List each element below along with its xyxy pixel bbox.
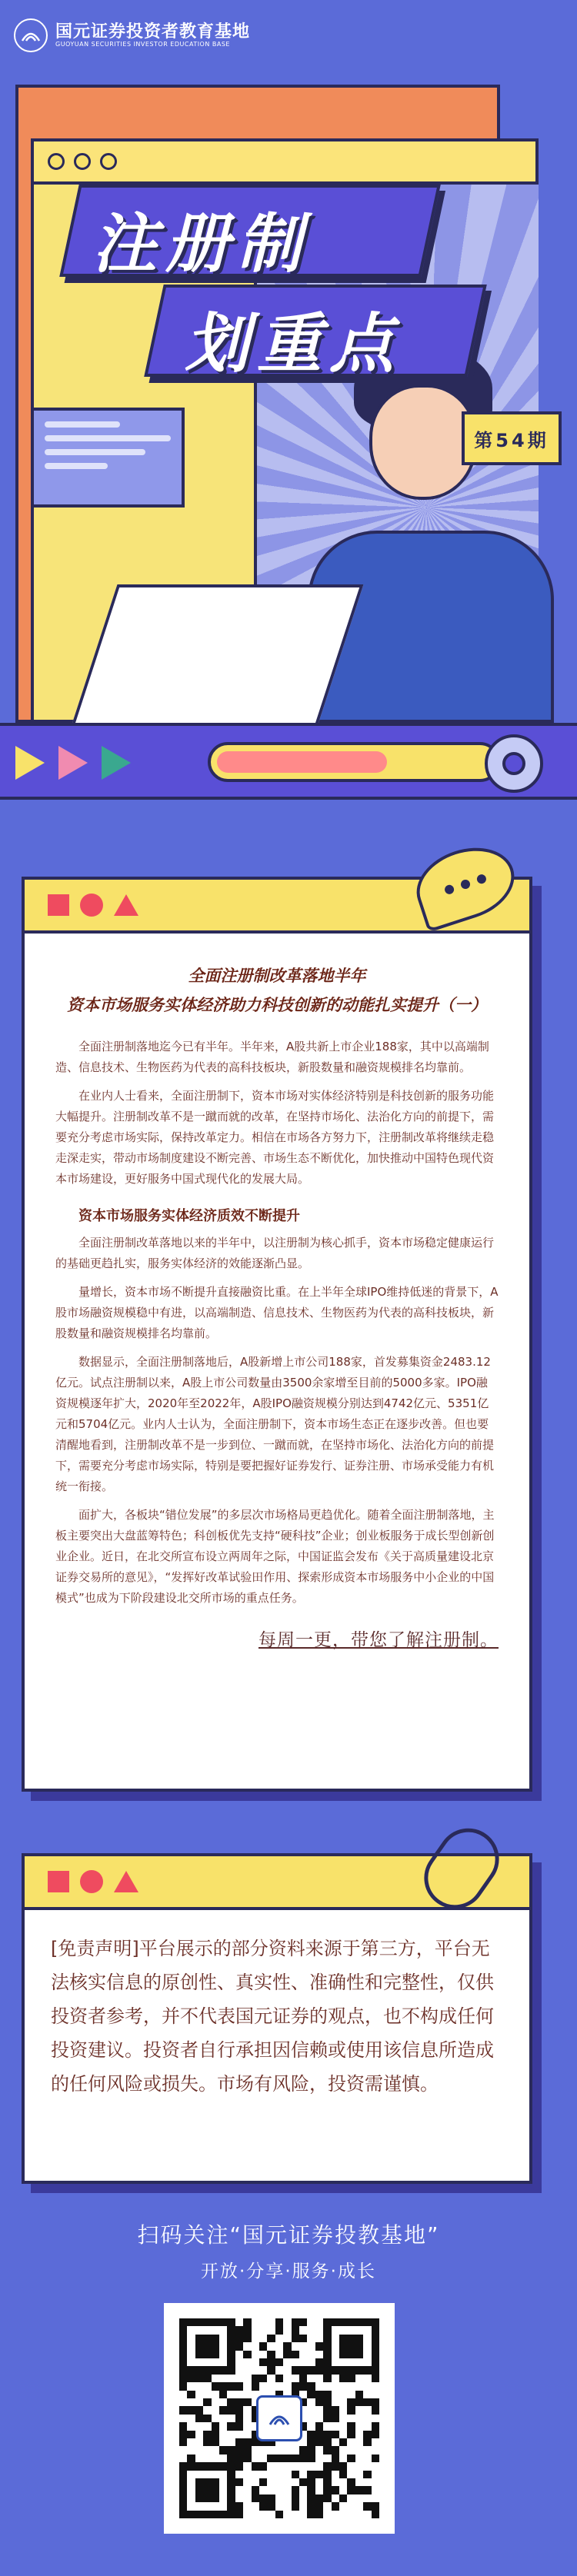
laptop-illustration [68, 584, 364, 738]
progress-fill [217, 751, 387, 773]
triangle-icon [114, 1871, 138, 1892]
article-paragraph: 全面注册制改革落地以来的半年中，以注册制为核心抓手，资本市场稳定健康运行的基础更趋扎实，服务实体经济的效能逐渐凸显。 [55, 1236, 495, 1270]
hero-title-line2: 划重点 [185, 306, 402, 381]
play-icon [102, 746, 131, 780]
hero-title-line1: 注册制 [92, 206, 310, 281]
article-body [25, 934, 529, 1651]
window-dot-icon [100, 153, 117, 170]
article-paragraph: 数据显示，全面注册制落地后，A股新增上市公司188家，首发募集资金2483.12亿元。试点注册制以来，A股上市公司数量由3500余家增至目前的5000多家。IPO融资规模逐年扩大，2020年至2022年，A股IPO融资规模分别达到4742亿元、5351亿元和5704亿元。业内人士认为，全面注册制下，资本市场生态正在逐步改善。但也要清醒地看到，注册制改革不是一步到位、一蹴而就，在坚持市场化、法治化方向的前提下，需要充分考虑市场实际，特别是要把握好证券发行、证券注册、市场承受能力有机统一衔接。 [55, 1355, 495, 1493]
article-subheading: 资本市场服务实体经济质效不断提升 [78, 1208, 300, 1224]
play-icon [58, 746, 88, 780]
browser-card-illustration [31, 408, 185, 508]
window-dot-icon [48, 153, 65, 170]
window-dot-icon [74, 153, 91, 170]
play-icons [15, 746, 131, 780]
article-paragraph: 量增长，资本市场不断提升直接融资比重。在上半年全球IPO维持低迷的背景下，A股市场融资规模稳中有进，以高端制造、信息技术、生物医药为代表的高科技板块，新股数量和融资规模排名均靠前。 [55, 1285, 499, 1340]
hero-window-bar [31, 138, 539, 185]
progress-bar [208, 742, 500, 782]
article-card [22, 877, 532, 1792]
square-icon [48, 1871, 69, 1892]
qr-code[interactable] [164, 2303, 395, 2534]
disclaimer-text: [免责声明]平台展示的部分资料来源于第三方，平台无法核实信息的原创性、真实性、准确性和完整性，仅供投资者参考，并不代表国元证券的观点，也不构成任何投资建议。投资者自行承担因信赖或使用该信息所造成的任何风险或损失。市场有风险，投资需谨慎。 [51, 1938, 494, 2095]
scan-follow-title: 扫码关注“国元证券投教基地” [137, 2222, 440, 2248]
circle-icon [80, 894, 103, 917]
play-icon [15, 746, 45, 780]
circle-icon [80, 1870, 103, 1893]
triangle-icon [114, 894, 138, 916]
issue-number-badge: 第54期 [462, 411, 562, 465]
person-head-illustration [369, 384, 477, 500]
qr-logo-icon [256, 2395, 302, 2441]
weekly-update-link[interactable]: 每周一更，带您了解注册制。 [258, 1630, 499, 1650]
slogan: 开放·分享·服务·成长 [201, 2261, 376, 2281]
article-paragraph: 面扩大，各板块“错位发展”的多层次市场格局更趋优化。随着全面注册制落地，主板主要突出大盘蓝筹特色；科创板优先支持“硬科技”企业；创业板服务于成长型创新创业企业。近日，在北交所宣布设立两周年之际，中国证监会发布《关于高质量建设北京证券交易所的意见》，“发挥好改革试验田作用、探索形成资本市场服务中小企业的中国模式”也成为下阶段建设北交所市场的重点任务。 [55, 1508, 495, 1605]
brand-logo-icon [14, 18, 48, 52]
square-icon [48, 894, 69, 916]
brand-name: 国元证券投资者教育基地 [55, 22, 251, 42]
brand-name-en: GUOYUAN SECURITIES INVESTOR EDUCATION BASE [55, 40, 230, 48]
record-button-icon [485, 734, 543, 793]
article-paragraph: 全面注册制落地迄今已有半年。半年来，A股共新上市企业188家，其中以高端制造、信息技术、生物医药为代表的高科技板块，新股数量和融资规模排名均靠前。 [55, 1040, 489, 1074]
brand-header [14, 14, 250, 57]
article-paragraph: 在业内人士看来，全面注册制下，资本市场对实体经济特别是科技创新的服务功能大幅提升。注册制改革不是一蹴而就的改革，在坚持市场化、法治化方向的前提下，需要充分考虑市场实际，保持改革定力。相信在市场各方努力下，注册制改革将继续走稳走深走实，带动市场制度建设不断完善、市场生态不断优化，加快推动中国特色现代资本市场建设，更好服务中国式现代化的发展大局。 [55, 1089, 495, 1186]
article-title-line2: 资本市场服务实体经济助力科技创新的动能扎实提升（一） [67, 996, 487, 1014]
article-title-line1: 全面注册制改革落地半年 [188, 967, 366, 985]
